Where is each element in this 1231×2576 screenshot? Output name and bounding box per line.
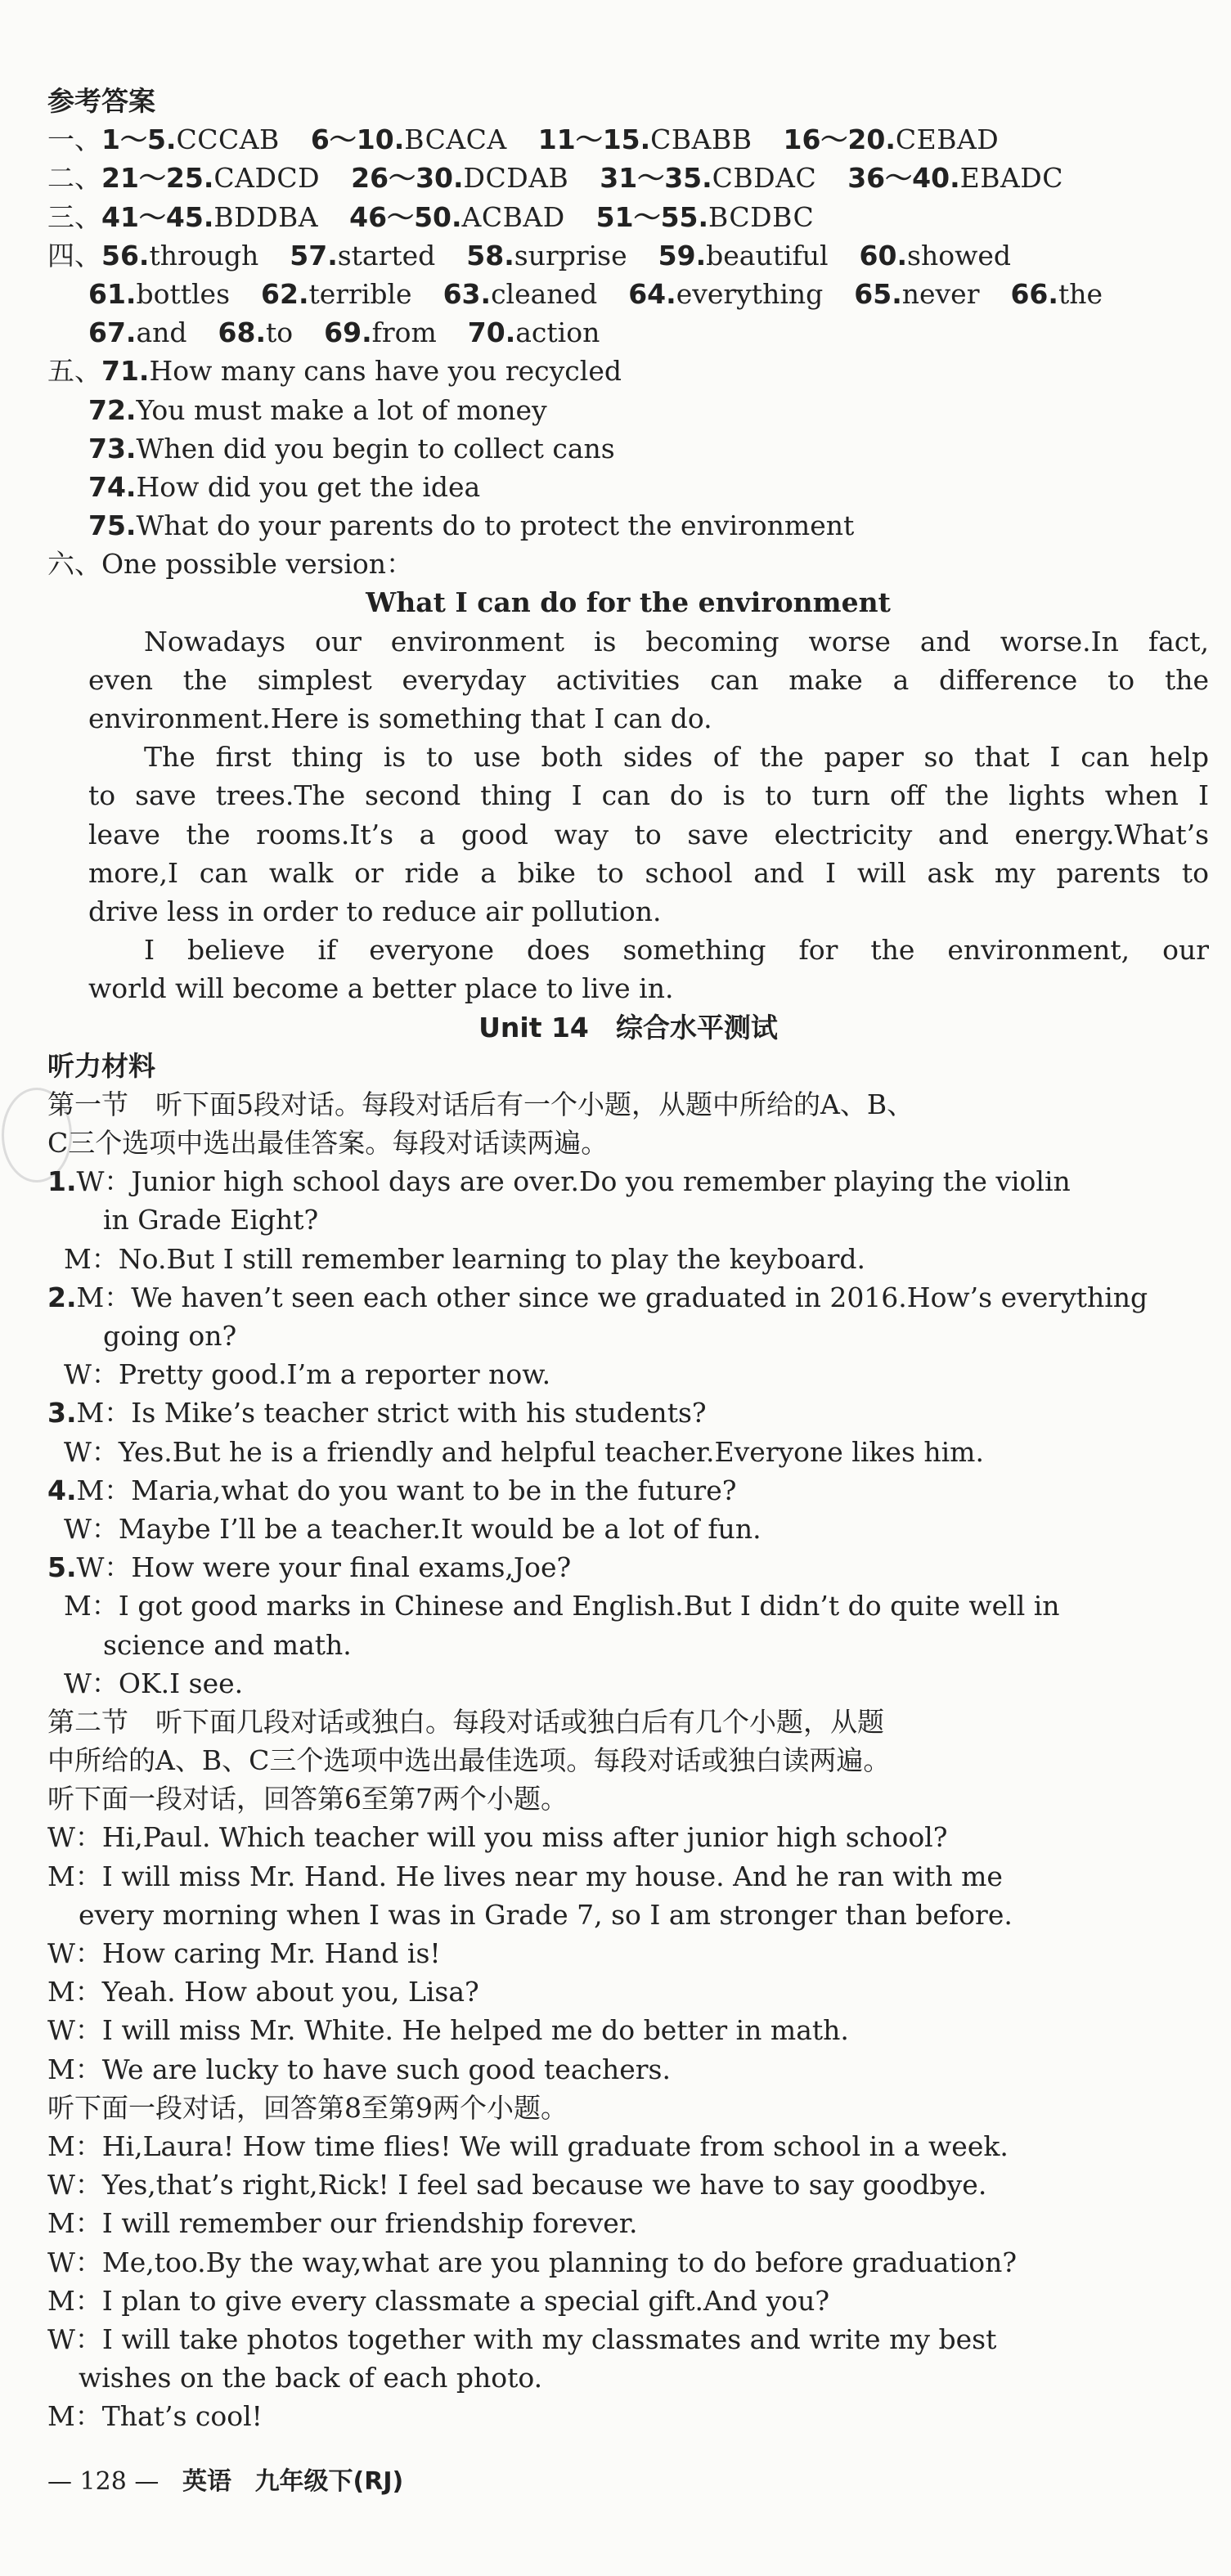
answer-group [101,198,318,236]
dialog-line [47,2011,1209,2049]
dialog-text: Is Mike’s teacher strict with his students? [131,1397,707,1429]
essay-line: environment.Here is something that I can do. [88,702,712,734]
item-word: everything [676,277,824,310]
row-prefix: 五、 [47,355,101,388]
fill-item [628,275,823,313]
fill-item [88,275,230,313]
dialog-line [47,2050,1209,2089]
dialog-text: We haven’t seen each other since we graduated in 2016.How’s everything [131,1281,1148,1313]
item-number: 57. [290,239,338,272]
item-word: never [901,277,980,310]
question-text: When did you begin to collect cans [136,432,615,464]
essay-line: Nowadays our environment is becoming worse and worse.In fact, [144,625,1209,657]
speaker: M： [47,2400,102,2433]
question-row [47,468,1209,506]
dialog-text: I plan to give every classmate a special gift.And you? [101,2284,830,2317]
speaker: W： [64,1512,119,1545]
item-word: to [266,316,294,349]
fill-item [466,236,627,275]
dialog-text: I will miss Mr. White. He helped me do better in math. [101,2014,849,2047]
answer-range: 1～5. [101,123,177,156]
speaker: M： [47,2129,102,2162]
answer-letters: BDDBA [213,200,319,233]
item-number: 56. [101,239,150,272]
item-number: 62. [261,277,309,310]
dialog-line [47,2282,1209,2320]
dialog-line [47,1393,1209,1432]
fill-row [47,275,1209,313]
answer-letters: CBDAC [712,162,817,195]
item-number: 64. [628,277,676,310]
item-word: action [515,316,600,349]
answer-row [47,159,1209,197]
dialog-line [47,2165,1209,2204]
essay-line: I believe if everyone does something for the environment, our [144,934,1209,967]
dialog-text: No.But I still remember learning to play the keyboard. [118,1242,865,1275]
speaker: W： [64,1358,119,1391]
fill-item [101,236,258,275]
fill-item [658,236,829,275]
dialog-text: Pretty good.I’m a reporter now. [118,1358,551,1391]
item-number: 72. [88,393,137,426]
speaker: M： [76,1281,132,1313]
speaker: W： [47,2246,102,2278]
question-row [47,429,1209,468]
grade-label: 九年级下(RJ) [254,2467,404,2496]
dialog-text: I will take photos together with my classmates and write my best [101,2322,997,2355]
speaker: W： [47,2169,102,2201]
multiple-choice-answers [47,120,1209,236]
dialog-line-continued: in Grade Eight? [103,1204,319,1236]
row-prefix: 三、 [47,200,101,233]
item-word: terrible [308,277,412,310]
speaker: W： [47,1937,102,1969]
item-number: 70. [467,316,516,349]
answer-group [538,120,753,159]
dialog-line [47,2320,1209,2358]
fill-item [1010,275,1103,313]
answer-letters: BCACA [404,123,507,156]
row-prefix: 二、 [47,162,101,195]
dialog-text: I got good marks in Chinese and English.But I didn’t do quite well in [118,1590,1060,1622]
speaker: W： [76,1165,132,1198]
dialog-line-continued: wishes on the back of each photo. [79,2362,543,2394]
speaker: M： [47,2284,102,2317]
conversation2-instruction: 听下面一段对话，回答第8至第9两个小题。 [47,2091,568,2124]
section2-instructions-line2: 中所给的A、B、C三个选项中选出最佳选项。每段对话或独白读两遍。 [47,1744,891,1777]
dialog-line [47,1664,1209,1703]
item-number: 61. [88,277,137,310]
answer-range: 31～35. [600,162,712,195]
dialog-number: 5. [47,1551,77,1584]
dialog-text: Yeah. How about you, Lisa? [101,1976,479,2008]
answer-letters: DCDAB [463,162,569,195]
dialog-line [47,1934,1209,1972]
row-prefix: 一、 [47,123,101,156]
item-word: and [136,316,187,349]
unit-title: Unit 14 综合水平测试 [478,1011,778,1043]
page-content [47,82,1209,2435]
answer-letters: ACBAD [461,200,565,233]
question-row [47,391,1209,429]
answer-group [311,120,507,159]
fill-item [443,275,598,313]
dialog-line [47,2243,1209,2282]
answer-group [349,198,565,236]
answer-range: 16～20. [783,123,896,156]
fill-in-answers [47,236,1209,352]
section1-instructions-line1: 第一节 听下面5段对话。每段对话后有一个小题，从题中所给的A、B、 [47,1088,914,1120]
answer-letters: CEBAD [895,123,1000,156]
question-row [47,352,1209,390]
dialog-text: We are lucky to have such good teachers. [101,2053,671,2085]
dialog-number: 3. [47,1397,77,1429]
fill-item [468,313,600,352]
question-answers [47,352,1209,545]
listening-heading: 听力材料 [47,1049,155,1082]
essay-body [47,622,1209,1008]
fill-item [290,236,435,275]
answer-row [47,198,1209,236]
dialog-line [47,2204,1209,2242]
answer-range: 21～25. [101,162,214,195]
answer-range: 51～55. [595,200,709,233]
speaker: W： [47,1821,102,1854]
answer-letters: CCCAB [176,123,280,156]
answer-range: 6～10. [310,123,405,156]
dialog-line [47,1510,1209,1548]
fill-item [261,275,412,313]
dialog-line [47,1240,1209,1278]
answer-range: 11～15. [537,123,651,156]
essay-line: drive less in order to reduce air pollution. [88,895,662,927]
answer-key-title: 参考答案 [47,85,155,117]
item-number: 69. [324,316,372,349]
speaker: W： [47,2322,102,2355]
fill-item [324,313,437,352]
item-number: 60. [859,239,908,272]
speaker: M： [47,2207,102,2240]
dialog-text: Maybe I’ll be a teacher.It would be a lot of fun. [118,1512,762,1545]
item-number: 67. [88,316,137,349]
conversation-2 [47,2127,1209,2436]
item-word: the [1058,277,1103,310]
dialog-line [47,1278,1209,1317]
answer-range: 26～30. [351,162,464,195]
question-text: How many cans have you recycled [149,355,622,388]
dialog-number: 2. [47,1281,77,1313]
answer-letters: BCDBC [708,200,815,233]
item-word: beautiful [706,239,829,272]
dialog-line-continued: every morning when I was in Grade 7, so I am stronger than before. [79,1898,1013,1931]
item-word: surprise [514,239,627,272]
answer-letters: EBADC [959,162,1063,195]
item-number: 68. [218,316,266,349]
fill-row [47,236,1209,275]
essay-prefix: 六、One possible version： [47,548,413,581]
item-number: 63. [443,277,492,310]
item-word: from [371,316,437,349]
item-number: 75. [88,509,137,542]
item-number: 73. [88,432,137,464]
item-word: through [149,239,259,272]
answer-group [784,120,1000,159]
essay-line: even the simplest everyday activities can make a difference to the [88,663,1209,696]
fill-item [854,275,979,313]
dialog-text: OK.I see. [118,1667,244,1699]
dialog-line [47,1162,1209,1200]
dialog-line [47,1586,1209,1625]
short-dialogs [47,1162,1209,1703]
section1-instructions-line2: C三个选项中选出最佳答案。每段对话读两遍。 [47,1127,609,1160]
conversation1-instruction: 听下面一段对话，回答第6至第7两个小题。 [47,1783,568,1815]
speaker: M： [47,1860,102,1892]
speaker: M： [47,2053,102,2085]
speaker: M： [64,1242,119,1275]
dialog-text: Maria,what do you want to be in the future? [131,1474,737,1506]
speaker: W： [47,2014,102,2047]
answer-range: 46～50. [349,200,462,233]
dialog-line [47,1355,1209,1393]
dialog-text: Yes,that’s right,Rick! I feel sad because we have to say goodbye. [101,2169,987,2201]
speaker: W： [76,1551,132,1584]
answer-group [101,159,320,197]
subject-label: 英语 [182,2467,231,2496]
item-word: cleaned [491,277,598,310]
dialog-line-continued: going on? [103,1320,237,1352]
dialog-text: Me,too.By the way,what are you planning to do before graduation? [101,2246,1018,2278]
dialog-text: Hi,Laura! How time flies! We will graduate from school in a week. [101,2129,1009,2162]
answer-group [596,198,815,236]
item-word: bottles [136,277,231,310]
item-number: 65. [854,277,902,310]
essay-line: world will become a better place to live in. [88,972,674,1005]
dialog-text: How caring Mr. Hand is! [101,1937,441,1969]
page-footer [47,2462,403,2502]
dialog-line [47,1548,1209,1586]
answer-letters: CADCD [213,162,321,195]
item-number: 66. [1010,277,1058,310]
fill-item [88,313,187,352]
dialog-line [47,1818,1209,1856]
item-number: 59. [658,239,707,272]
answer-range: 41～45. [101,200,214,233]
section2-instructions-line1: 第二节 听下面几段对话或独白。每段对话或独白后有几个小题，从题 [47,1705,884,1738]
essay-line: to save trees.The second thing I can do is to turn off the lights when I [88,779,1209,812]
dialog-line [47,2127,1209,2165]
speaker: M： [76,1397,132,1429]
row-prefix: 四、 [47,239,101,272]
dialog-text: How were your final exams,Joe? [131,1551,572,1584]
item-number: 71. [101,355,150,388]
dialog-line [47,1471,1209,1510]
dialog-text: Hi,Paul. Which teacher will you miss after junior high school? [101,1821,948,1854]
question-text: How did you get the idea [136,470,481,503]
question-row [47,506,1209,545]
answer-group [847,159,1063,197]
conversation-1 [47,1818,1209,2088]
dialog-line [47,1972,1209,2011]
answer-group [600,159,816,197]
answer-group [351,159,568,197]
answer-range: 36～40. [847,162,960,195]
item-number: 74. [88,470,137,503]
speaker: M： [47,1976,102,2008]
answer-group [101,120,280,159]
dialog-line [47,1433,1209,1471]
speaker: M： [64,1590,119,1622]
page-number: — 128 — [47,2467,159,2496]
speaker: M： [76,1474,132,1506]
dialog-line [47,1857,1209,1896]
dialog-text: I will miss Mr. Hand. He lives near my house. And he ran with me [101,1860,1003,1892]
question-text: What do your parents do to protect the environment [136,509,855,542]
essay-line: The first thing is to use both sides of the paper so that I can help [144,741,1209,774]
answer-row [47,120,1209,159]
dialog-text: Yes.But he is a friendly and helpful teacher.Everyone likes him. [118,1435,984,1468]
dialog-number: 1. [47,1165,77,1198]
answer-letters: CBABB [650,123,753,156]
question-text: You must make a lot of money [136,393,547,426]
fill-item [860,236,1011,275]
dialog-text: Junior high school days are over.Do you remember playing the violin [131,1165,1071,1198]
item-number: 58. [466,239,514,272]
item-word: showed [907,239,1011,272]
fill-row [47,313,1209,352]
speaker: W： [64,1667,119,1699]
essay-line: leave the rooms.It’s a good way to save electricity and energy.What’s [88,818,1209,850]
item-word: started [337,239,436,272]
fill-item [218,313,294,352]
dialog-text: I will remember our friendship forever. [101,2207,638,2240]
dialog-text: That’s cool! [101,2400,263,2433]
essay-line: more,I can walk or ride a bike to school and I will ask my parents to [88,856,1209,889]
dialog-line-continued: science and math. [103,1628,352,1661]
dialog-number: 4. [47,1474,77,1506]
dialog-line [47,2397,1209,2435]
speaker: W： [64,1435,119,1468]
essay-title: What I can do for the environment [366,586,891,619]
